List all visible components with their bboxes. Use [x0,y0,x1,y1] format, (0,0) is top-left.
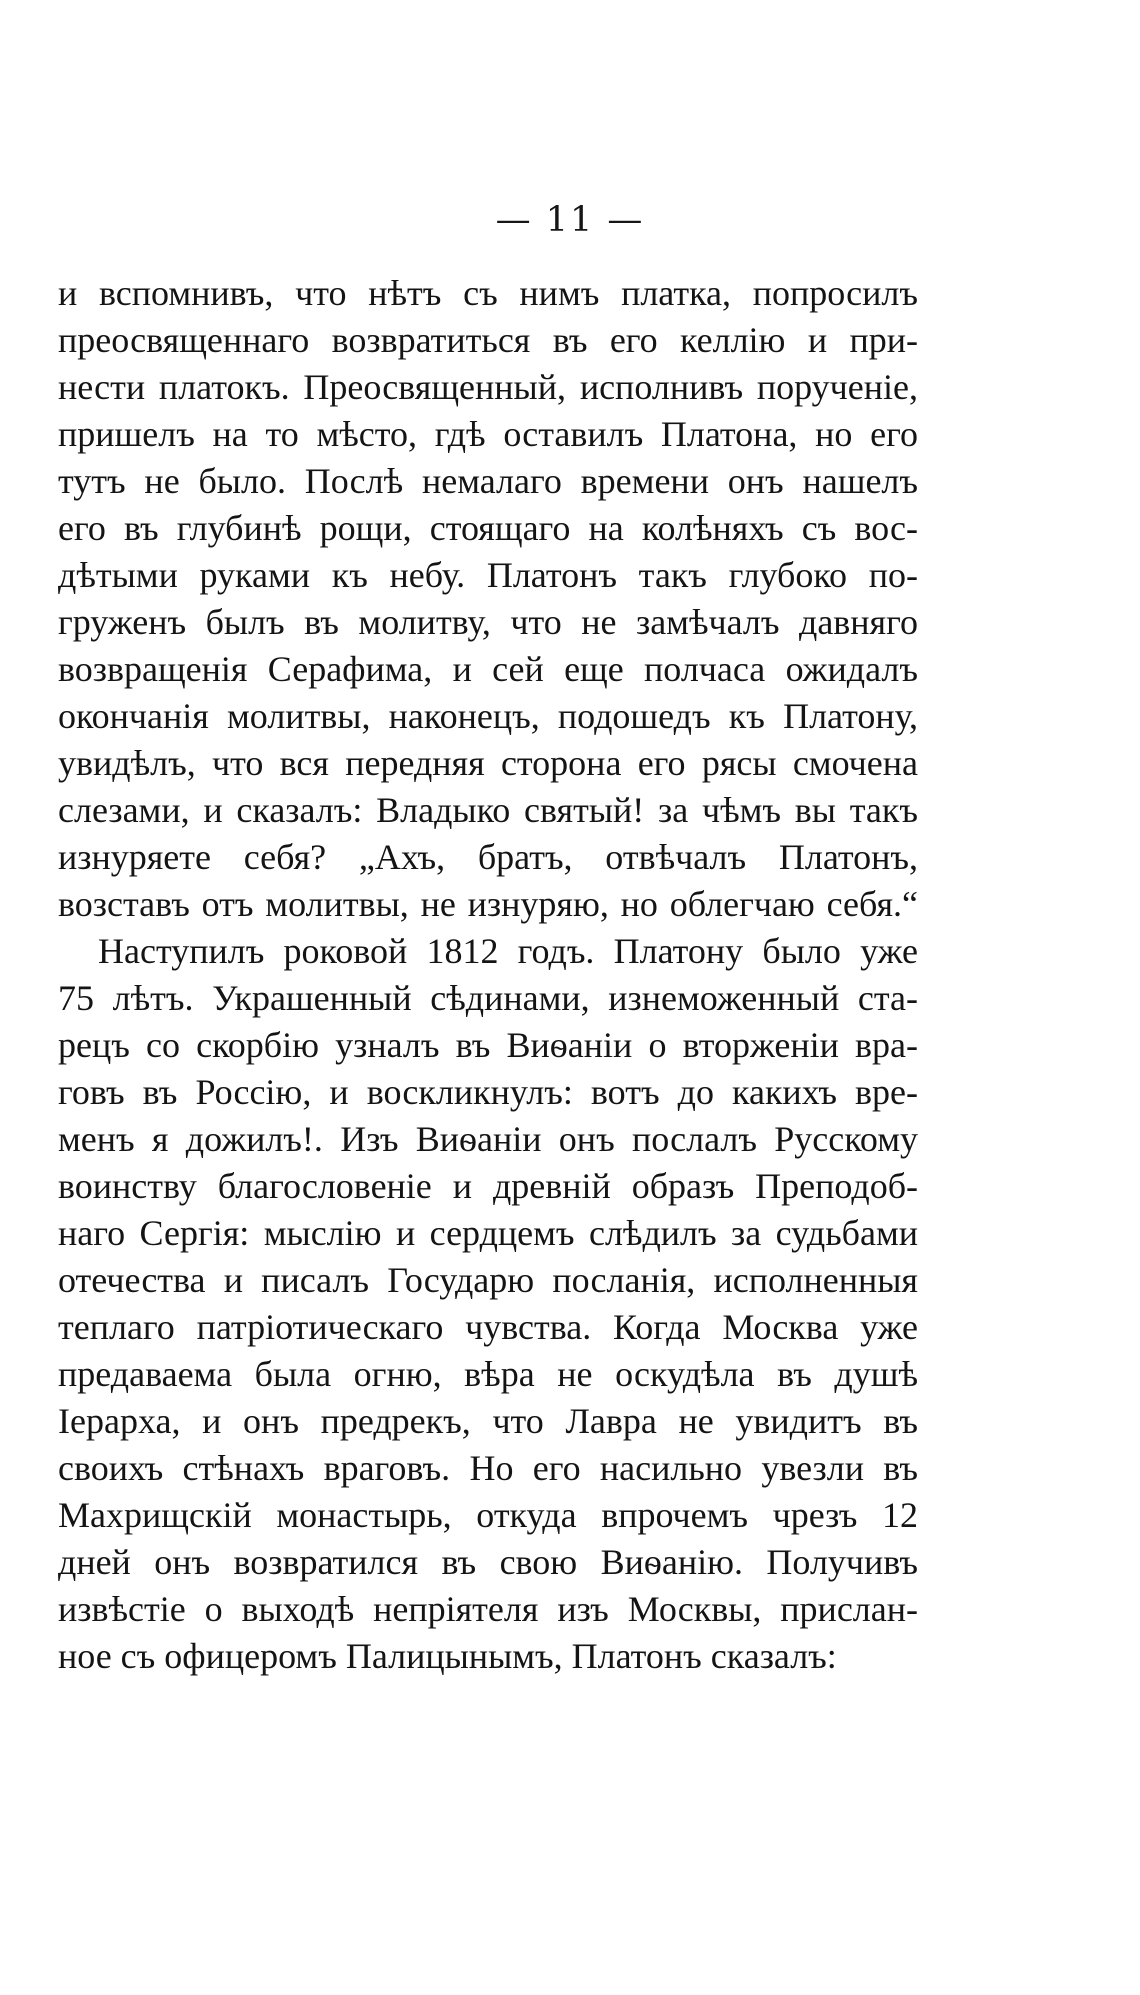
text-line: преосвященнаго возвратиться въ его келлію и при- [58,320,918,360]
text-line: пришелъ на то мѣсто, гдѣ оставилъ Платона, но его [58,414,918,454]
text-line: и вспомнивъ, что нѣтъ съ нимъ платка, попросилъ [58,273,918,313]
text-line: извѣстіе о выходѣ непріятеля изъ Москвы, прислан- [58,1589,918,1629]
text-line: Наступилъ роковой 1812 годъ. Платону было уже [98,931,918,971]
text-line: дѣтыми руками къ небу. Платонъ такъ глубоко по- [58,555,918,595]
text-line: наго Сергія: мыслію и сердцемъ слѣдилъ за судьбами [58,1213,918,1253]
text-line: дней онъ возвратился въ свою Виѳанію. Получивъ [58,1542,918,1582]
body-text [58,270,918,1680]
text-line: ное съ офицеромъ Палицынымъ, Платонъ сказалъ: [58,1636,837,1676]
text-line: Махрищскій монастырь, откуда впрочемъ чрезъ 12 [58,1495,918,1535]
text-line: отечества и писалъ Государю посланія, исполненныя [58,1260,918,1300]
text-line: возставъ отъ молитвы, не изнуряю, но облегчаю себя.“ [58,884,918,924]
text-line: нести платокъ. Преосвященный, исполнивъ порученіе, [58,367,918,407]
text-line: груженъ былъ въ молитву, что не замѣчалъ давняго [58,602,918,642]
text-line: увидѣлъ, что вся передняя сторона его рясы смочена [58,743,918,783]
text-line: слезами, и сказалъ: Владыко святый! за чѣмъ вы такъ [58,790,918,830]
text-line: его въ глубинѣ рощи, стоящаго на колѣняхъ съ вос- [58,508,918,548]
text-line: предаваема была огню, вѣра не оскудѣла въ душѣ [58,1354,918,1394]
text-line: окончанія молитвы, наконецъ, подошедъ къ Платону, [58,696,918,736]
text-line: менъ я дожилъ!. Изъ Виѳаніи онъ послалъ Русскому [58,1119,918,1159]
text-line: говъ въ Россію, и воскликнулъ: вотъ до какихъ вре- [58,1072,918,1112]
text-line: тутъ не было. Послѣ немалаго времени онъ нашелъ [58,461,918,501]
text-line: возвращенія Серафима, и сей еще полчаса ожидалъ [58,649,918,689]
text-line: теплаго патріотическаго чувства. Когда Москва уже [58,1307,918,1347]
text-line: своихъ стѣнахъ враговъ. Но его насильно увезли въ [58,1448,918,1488]
text-line: 75 лѣтъ. Украшенный сѣдинами, изнеможенный ста- [58,978,918,1018]
text-line: рецъ со скорбію узналъ въ Виѳаніи о вторженіи вра- [58,1025,918,1065]
text-line: воинству благословеніе и древній образъ Преподоб- [58,1166,918,1206]
page-number: — 11 — [495,200,645,240]
text-line: Іерарха, и онъ предрекъ, что Лавра не увидитъ въ [58,1401,918,1441]
text-line: изнуряете себя? „Ахъ, братъ, отвѣчалъ Платонъ, [58,837,918,877]
